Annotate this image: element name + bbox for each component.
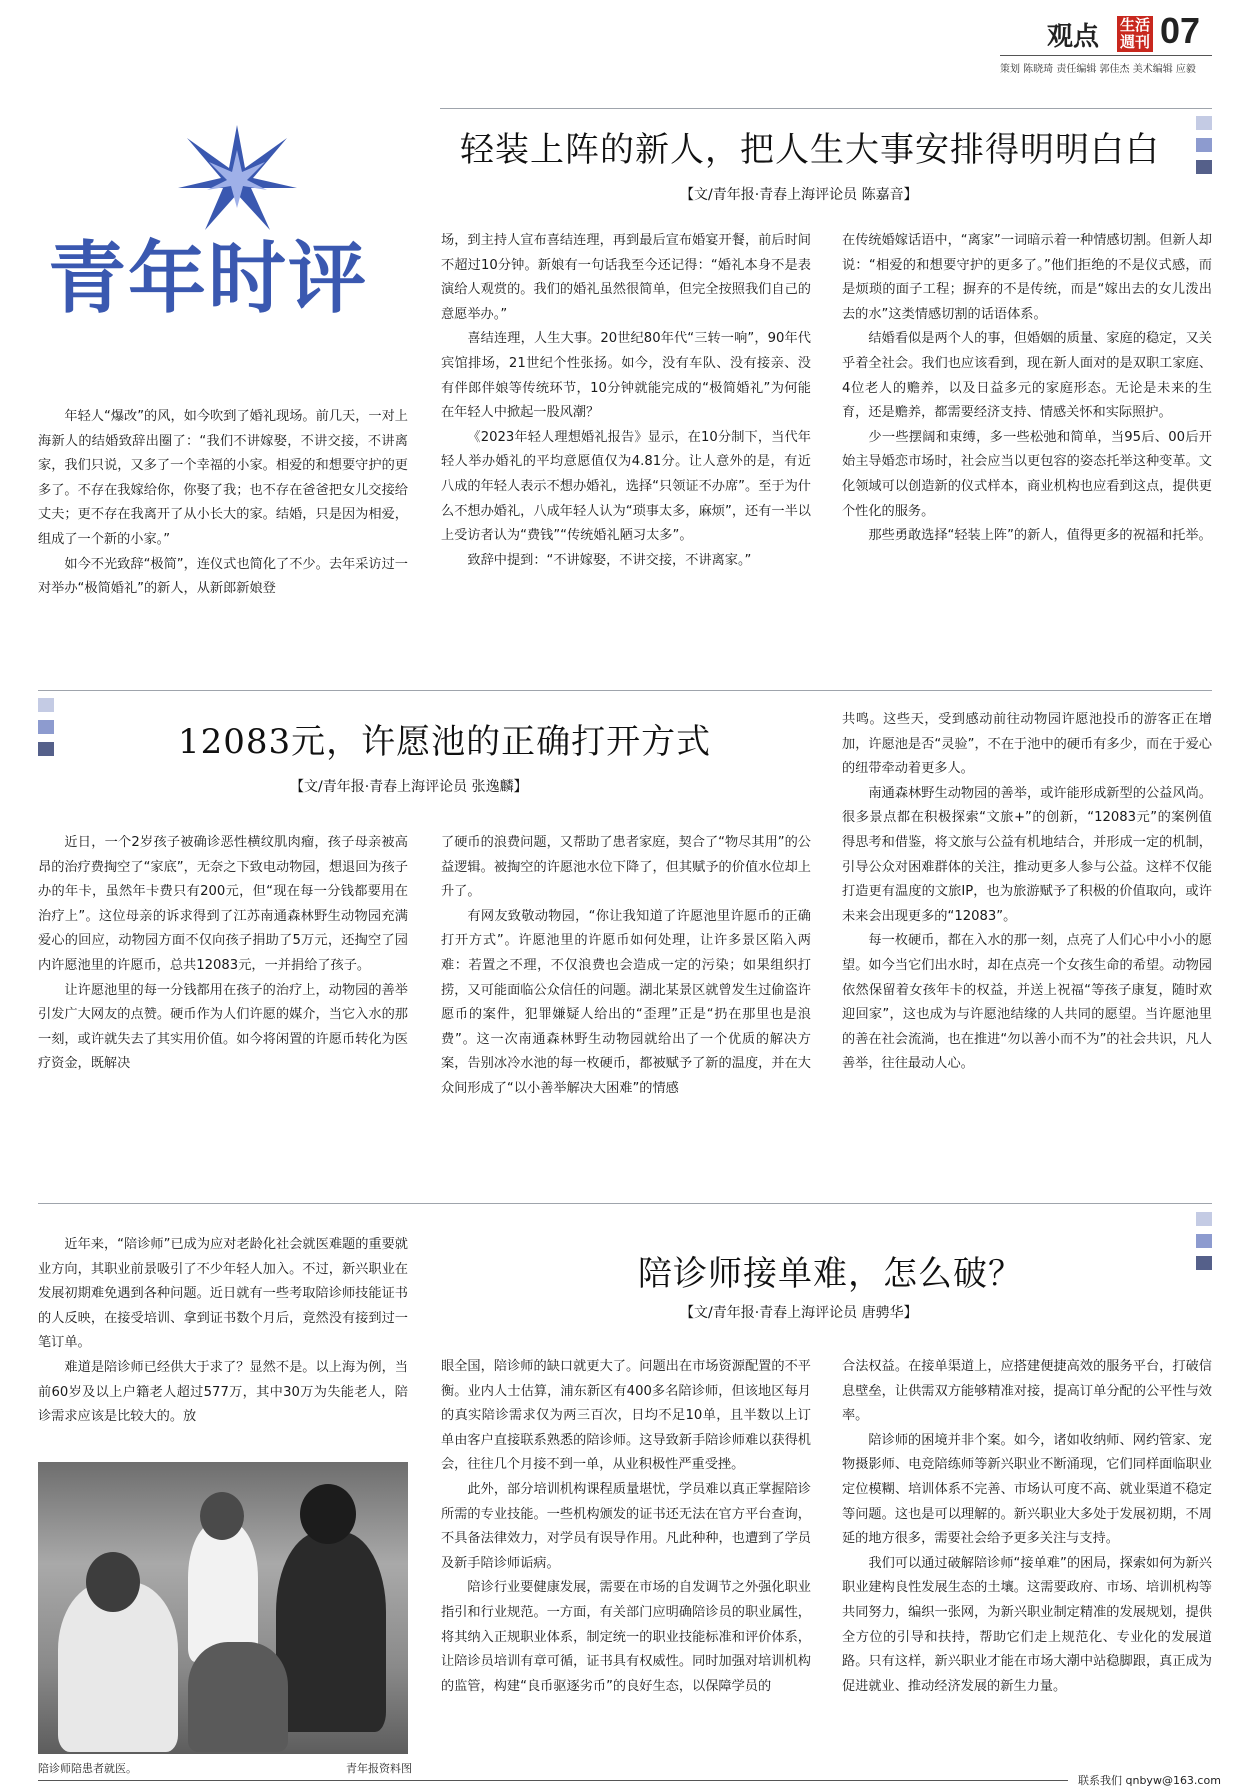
page-number: 07 [1160, 10, 1201, 51]
paragraph: 每一枚硬币，都在入水的那一刻，点亮了人们心中小小的愿望。如今当它们出水时，却在点亮一个女孩生命的希望。动物园依然保留着女孩年卡的权益，并送上祝福“等孩子康复，随时欢迎回家”，这也成为与许愿池结缘的人共同的愿望。当许愿池里的善在社会流淌，也在推进“勿以善小而不为”的社会共识，凡人善举，往往最动人心。 [842, 933, 1212, 1072]
paragraph: 合法权益。在接单渠道上，应搭建便捷高效的服务平台，打破信息壁垒，让供需双方能够精准对接，提高订单分配的公平性与效率。 [842, 1359, 1212, 1424]
deco-square [38, 720, 54, 734]
paragraph: 在传统婚嫁话语中，“离家”一词暗示着一种情感切割。但新人却说：“相爱的和想要守护的更多了。”他们拒绝的不是仪式感，而是烦琐的面子工程；摒弃的不是传统，而是“嫁出去的女儿泼出去的水”这类情感切割的话语体系。 [842, 233, 1212, 322]
photo-credit: 青年报资料图 [346, 1762, 412, 1775]
paragraph: 陪诊师的困境并非个案。如今，诸如收纳师、网约管家、宠物摄影师、电竞陪练师等新兴职业不断涌现，它们同样面临职业定位模糊、培训体系不完善、市场认可度不高、就业渠道不稳定等问题。这也是可以理解的。新兴职业大多处于发展初期，不周延的地方很多，需要社会给予更多关注与支持。 [842, 1432, 1212, 1547]
photo-figure-escort-head [300, 1484, 356, 1544]
article3-top-rule [38, 1203, 1212, 1204]
footer-contact: 联系我们 qnbyw@163.com [1078, 1774, 1221, 1787]
paragraph: 此外，部分培训机构课程质量堪忧，学员难以真正掌握陪诊所需的专业技能。一些机构颁发的证书还无法在官方平台查询，不具备法律效力，对学员有误导作用。凡此种种，也遭到了学员及新手陪诊师诟病。 [441, 1481, 811, 1571]
paragraph: 南通森林野生动物园的善举，或许能形成新型的公益风尚。很多景点都在积极探索“文旅+”的创新，“12083元”的案例值得思考和借鉴，将文旅与公益有机地结合，并形成一定的机制，引导公众对困难群体的关注，推动更多人参与公益。这样不仅能打造更有温度的文旅IP，也为旅游赋予了积极的价值取向，或许未来会出现更多的“12083”。 [842, 785, 1212, 924]
weekly-logo-top: 生活 [1119, 16, 1150, 34]
article2-column-3 [842, 708, 1212, 1077]
photo-figure-doctor-head [86, 1552, 140, 1612]
photo-figure-nurse [188, 1522, 258, 1662]
paragraph: 近年来，“陪诊师”已成为应对老龄化社会就医难题的重要就业方向，其职业前景吸引了不少年轻人加入。不过，新兴职业在发展初期难免遇到各种问题。近日就有一些考取陪诊师技能证书的人反映，在接受培训、拿到证书数个月后，竟然没有接到过一笔订单。 [38, 1237, 408, 1351]
footer-rule [38, 1780, 1068, 1781]
article3-byline: 【文/青年报·青春上海评论员 唐骋华】 [680, 1305, 918, 1321]
deco-square [1196, 1234, 1212, 1248]
article3-column-3 [842, 1355, 1212, 1699]
photo-caption: 陪诊师陪患者就医。 [38, 1762, 137, 1775]
article1-byline: 【文/青年报·青春上海评论员 陈嘉音】 [680, 187, 918, 203]
paragraph: 少一些摆阔和束缚，多一些松弛和简单，当95后、00后开始主导婚恋市场时，社会应当以更包容的姿态托举这种变革。文化领域可以创造新的仪式样本，商业机构也应看到这点，提供更个性化的服务。 [842, 429, 1212, 519]
deco-square [1196, 1256, 1212, 1270]
article3-column-1 [38, 1233, 408, 1430]
news-photo [38, 1462, 408, 1754]
article1-headline: 轻装上阵的新人，把人生大事安排得明明白白 [460, 130, 1160, 170]
weekly-logo-bottom: 週刊 [1119, 33, 1150, 51]
paragraph: 那些勇敢选择“轻装上阵”的新人，值得更多的祝福和托举。 [868, 528, 1212, 544]
paragraph: 致辞中提到：“不讲嫁娶，不讲交接，不讲离家。” [467, 552, 752, 568]
article2-headline: 12083元，许愿池的正确打开方式 [178, 722, 712, 762]
deco-square [1196, 116, 1212, 130]
deco-square [38, 742, 54, 756]
paragraph: 陪诊行业要健康发展，需要在市场的自发调节之外强化职业指引和行业规范。一方面，有关部门应明确陪诊员的职业属性，将其纳入正规职业体系，制定统一的职业技能标准和评价体系，让陪诊员培训有章可循，证书具有权威性。同时加强对培训机构的监管，构建“良币驱逐劣币”的良好生态，以保障学员的 [441, 1580, 811, 1694]
article1-column-3 [842, 229, 1212, 549]
paragraph: 让许愿池里的每一分钱都用在孩子的治疗上，动物园的善举引发广大网友的点赞。硬币作为人们许愿的媒介，当它入水的那一刻，或许就失去了其实用价值。如今将闲置的许愿币转化为医疗资金，既解决 [38, 982, 408, 1072]
paragraph: 难道是陪诊师已经供大于求了？显然不是。以上海为例，当前60岁及以上户籍老人超过577万，其中30万为失能老人，陪诊需求应该是比较大的。放 [38, 1359, 408, 1425]
paragraph: 场，到主持人宣布喜结连理，再到最后宣布婚宴开餐，前后时间不超过10分钟。新娘有一句话我至今还记得：“婚礼本身不是表演给人观赏的。我们的婚礼虽然很简单，但完全按照我们自己的意愿举办。” [441, 233, 811, 322]
article2-column-1 [38, 831, 408, 1077]
deco-square [1196, 160, 1212, 174]
article2-top-rule [38, 690, 1212, 691]
deco-square [1196, 138, 1212, 152]
article1-column-1 [38, 405, 408, 602]
article2-byline: 【文/青年报·青春上海评论员 张逸麟】 [290, 779, 528, 795]
weekly-logo [1117, 16, 1153, 52]
paragraph: 结婚看似是两个人的事，但婚姻的质量、家庭的稳定，又关乎着全社会。我们也应该看到，现在新人面对的是双职工家庭、4位老人的赡养，以及日益多元的家庭形态。无论是未来的生育，还是赡养，都需要经济支持、情感关怀和实际照护。 [842, 331, 1212, 421]
article3-headline: 陪诊师接单难，怎么破？ [638, 1254, 1023, 1294]
paragraph: 喜结连理，人生大事。20世纪80年代“三转一响”，90年代宾馆排场，21世纪个性张扬。如今，没有车队、没有接亲、没有伴郎伴娘等传统环节，10分钟就能完成的“极简婚礼”为何能在年轻人中掀起一股风潮？ [441, 331, 811, 421]
article3-column-2 [441, 1355, 811, 1699]
paragraph: 共鸣。这些天，受到感动前往动物园许愿池投币的游客正在增加，许愿池是否“灵验”，不在于池中的硬币有多少，而在于爱心的纽带牵动着更多人。 [842, 712, 1212, 777]
paragraph: 我们可以通过破解陪诊师“接单难”的困局，探索如何为新兴职业建构良性发展生态的土壤。这需要政府、市场、培训机构等共同努力，编织一张网，为新兴职业制定精准的发展规划，提供全方位的引导和扶持，帮助它们走上规范化、专业化的发展道路。只有这样，新兴职业才能在市场大潮中站稳脚跟，真正成为促进就业、推动经济发展的新生力量。 [842, 1555, 1212, 1694]
header-credits: 策划 陈晓琦 责任编辑 郭佳杰 美术编辑 应毅 [1000, 64, 1196, 75]
paragraph: 年轻人“爆改”的风，如今吹到了婚礼现场。前几天，一对上海新人的结婚致辞出圈了：“我们不讲嫁娶，不讲交接，不讲离家，我们只说，又多了一个幸福的小家。相爱的和想要守护的更多了。不存在我嫁给你，你娶了我；也不存在爸爸把女儿交接给丈夫；更不存在我离开了从小长大的家。结婚，只是因为相爱，组成了一个新的小家。” [38, 409, 408, 547]
paragraph: 如今不光致辞“极简”，连仪式也简化了不少。去年采访过一对举办“极简婚礼”的新人，从新郎新娘登 [38, 556, 408, 597]
section-label: 观点 [1047, 22, 1100, 52]
deco-square [1196, 1212, 1212, 1226]
deco-square [38, 698, 54, 712]
article1-column-2 [441, 229, 811, 573]
photo-figure-patient [188, 1642, 288, 1752]
paragraph: 了硬币的浪费问题，又帮助了患者家庭，契合了“物尽其用”的公益逻辑。被掏空的许愿池水位下降了，但其赋予的价值水位却上升了。 [441, 835, 811, 900]
photo-figure-escort [276, 1532, 386, 1732]
paragraph: 近日，一个2岁孩子被确诊恶性横纹肌肉瘤，孩子母亲被高昂的治疗费掏空了“家底”，无奈之下致电动物园，想退回为孩子办的年卡，虽然年卡费只有200元，但“现在每一分钱都要用在治疗上”。这位母亲的诉求得到了江苏南通森林野生动物园充满爱心的回应，动物园方面不仅向孩子捐助了5万元，还掏空了园内许愿池里的许愿币，总共12083元，一并捐给了孩子。 [38, 835, 408, 973]
paragraph: 有网友致敬动物园，“你让我知道了许愿池里许愿币的正确打开方式”。许愿池里的许愿币如何处理，让许多景区陷入两难：若置之不理，不仅浪费也会造成一定的污染；如果组织打捞，又可能面临公众信任的问题。湖北某景区就曾发生过偷盗许愿币的案件，犯罪嫌疑人给出的“歪理”正是“扔在那里也是浪费”。这一次南通森林野生动物园就给出了一个优质的解决方案，告别冰冷水池的每一枚硬币，都被赋予了新的温度，并在大众间形成了“以小善举解决大困难”的情感 [441, 908, 811, 1096]
article2-column-2 [441, 831, 811, 1102]
paragraph: 眼全国，陪诊师的缺口就更大了。问题出在市场资源配置的不平衡。业内人士估算，浦东新区有400多名陪诊师，但该地区每月的真实陪诊需求仅为两三百次，日均不足10单，且半数以上订单由客户直接联系熟悉的陪诊师。这导致新手陪诊师难以获得机会，往往几个月接不到一单，从业积极性严重受挫。 [441, 1359, 811, 1473]
column-title: 青年时评 [48, 234, 369, 324]
photo-figure-nurse-head [200, 1492, 244, 1540]
paragraph: 《2023年轻人理想婚礼报告》显示，在10分制下，当代年轻人举办婚礼的平均意愿值仅为4.81分。让人意外的是，有近八成的年轻人表示不想办婚礼，选择“只领证不办席”。至于为什么不想办婚礼，八成年轻人认为“琐事太多，麻烦”，还有一半以上受访者认为“费钱”“传统婚礼陋习太多”。 [441, 429, 811, 544]
article1-top-rule [440, 108, 1212, 109]
header-rule [1000, 55, 1212, 56]
